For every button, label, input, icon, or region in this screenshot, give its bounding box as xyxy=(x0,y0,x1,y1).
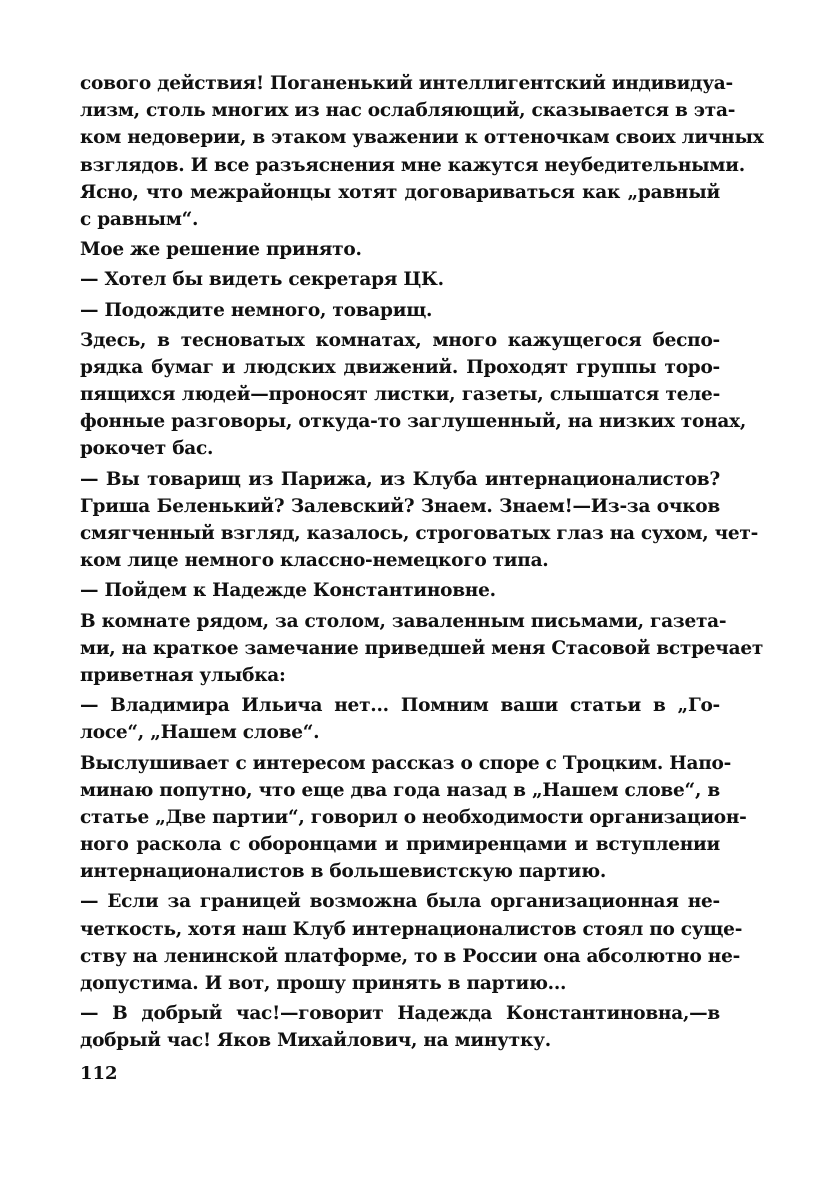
dialogue-line: — Подождите немного, товарищ. xyxy=(80,299,433,321)
text-line: сового действия! Поганенький интеллигентский индивидуа- xyxy=(80,73,733,94)
text-line: интернационалистов в большевистскую партию. xyxy=(80,861,607,883)
text-line: фонные разговоры, откуда-то заглушенный, на низких тонах, xyxy=(80,411,747,433)
text-line: допустима. И вот, прошу принять в партию... xyxy=(80,973,567,994)
text-line: взглядов. И все разъяснения мне кажутся неубедительными. xyxy=(80,154,745,176)
text-line: рядка бумаг и людских движений. Проходят группы торо- xyxy=(80,356,720,378)
text-line: Выслушивает с интересом рассказ о споре с Троцким. Напо- xyxy=(80,752,732,774)
page-body xyxy=(80,70,764,1055)
dialogue-line: — Вы товарищ из Парижа, из Клуба интернационалистов? xyxy=(80,468,720,490)
dialogue-line: — Хотел бы видеть секретаря ЦК. xyxy=(80,269,444,291)
text-line: Ясно, что межрайонцы хотят договариваться как „равный xyxy=(80,181,720,203)
text-line: добрый час! Яков Михайлович, на минутку. xyxy=(80,1030,551,1052)
dialogue-line: — В добрый час!—говорит Надежда Константиновна,—в xyxy=(80,1003,720,1025)
text-line: минаю попутно, что еще два года назад в „Нашем слове“, в xyxy=(80,779,720,801)
text-line: ком лице немного классно-немецкого типа. xyxy=(80,550,549,572)
text-line: ми, на краткое замечание приведшей меня Стасовой встречает xyxy=(80,637,764,659)
page-number: 112 xyxy=(80,1063,118,1084)
text-line: Гриша Беленький? Залевский? Знаем. Знаем!—Из-за очков xyxy=(80,495,720,517)
text-line: смягченный взгляд, казалось, строговатых глаз на сухом, чет- xyxy=(80,523,759,544)
dialogue-line: — Владимира Ильича нет... Помним ваши статьи в „Го- xyxy=(80,695,720,717)
text-line: приветная улыбка: xyxy=(80,664,286,686)
dialogue-line: — Пойдем к Надежде Константиновне. xyxy=(80,580,496,602)
text-line: четкость, хотя наш Клуб интернационалистов стоял по суще- xyxy=(80,918,743,940)
text-line: статье „Две партии“, говорил о необходимости организацион- xyxy=(80,806,747,828)
text-line: лосе“, „Нашем слове“. xyxy=(80,722,320,744)
text-line: с равным“. xyxy=(80,208,199,230)
text-line: ного раскола с оборонцами и примиренцами и вступлении xyxy=(80,834,720,856)
text-line: ству на ленинской платформе, то в России она абсолютно не- xyxy=(80,945,741,967)
text-line: пящихся людей—проносят листки, газеты, слышатся теле- xyxy=(80,384,720,406)
text-line: В комнате рядом, за столом, заваленным письмами, газета- xyxy=(80,610,727,632)
text-line: лизм, столь многих из нас ослабляющий, сказывается в эта- xyxy=(80,100,736,122)
text-line: Мое же решение принято. xyxy=(80,239,362,261)
text-line: Здесь, в тесноватых комнатах, много кажущегося беспо- xyxy=(80,329,720,351)
dialogue-line: — Если за границей возможна была организационная не- xyxy=(80,891,720,913)
text-line: ком недоверии, в этаком уважении к оттеночкам своих личных xyxy=(80,127,764,149)
text-line: рокочет бас. xyxy=(80,438,214,460)
